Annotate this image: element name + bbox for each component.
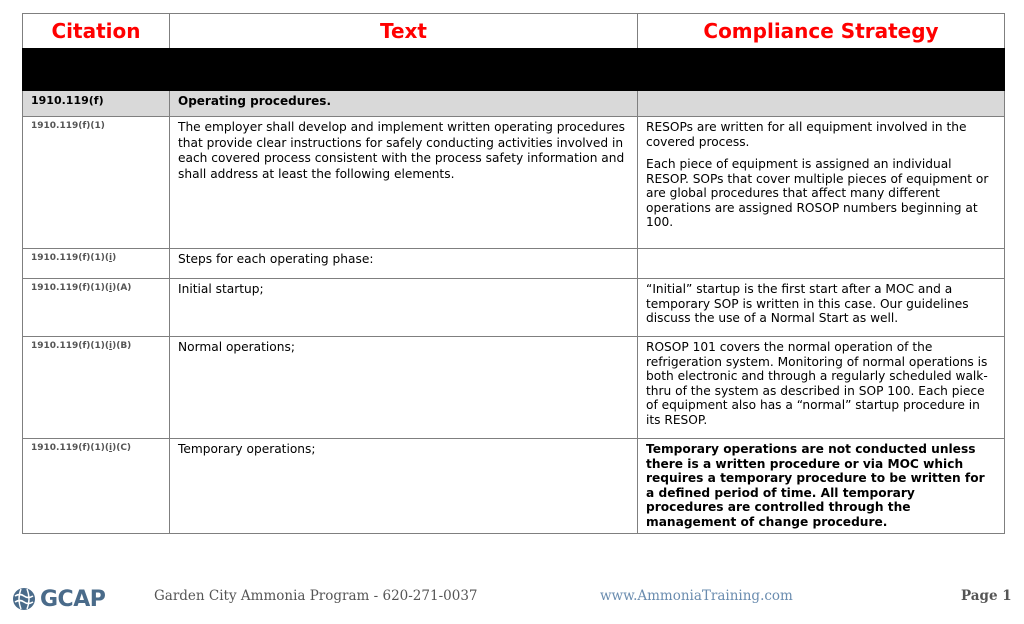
row-citation: [23, 439, 170, 534]
black-band: [23, 49, 1005, 91]
row-compliance: “Initial” startup is the first start after a MOC and a temporary SOP is written in this case. Our guidelines discuss the use of a Normal Start as well.: [638, 279, 1005, 337]
row-compliance: [638, 249, 1005, 279]
row-citation: [23, 337, 170, 439]
compliance-paragraph: Each piece of equipment is assigned an individual RESOP. SOPs that cover multiple pieces of equipment or are global procedures that affect many different operations are assigned ROSOP numbers beginning at 100.: [646, 157, 989, 229]
table-row: [23, 117, 1005, 249]
page-footer: [0, 578, 1024, 618]
table-row: [23, 439, 1005, 534]
citation-underlined: i: [109, 253, 113, 263]
citation-suffix: )(A): [112, 283, 132, 293]
row-citation: [23, 279, 170, 337]
header-text: Text: [170, 14, 638, 49]
compliance-paragraph: RESOPs are written for all equipment involved in the covered process.: [646, 120, 967, 149]
row-text: Temporary operations;: [170, 439, 638, 534]
citation-underlined: i: [109, 283, 113, 293]
table-row: [23, 249, 1005, 279]
row-text: The employer shall develop and implement written operating procedures that provide clear instructions for safely conducting activities involved in each covered process consistent with the process safety information and shall address at least the following elements.: [170, 117, 638, 249]
section-compliance: [638, 91, 1005, 117]
citation-suffix: )(B): [112, 341, 132, 351]
gcap-logo: [12, 584, 105, 614]
citation-underlined: i: [109, 443, 113, 453]
citation-prefix: 1910.119(f)(1)(: [31, 341, 109, 351]
citation-table: [22, 13, 1005, 534]
section-row: [23, 91, 1005, 117]
table-row: [23, 337, 1005, 439]
header-compliance: Compliance Strategy: [638, 14, 1005, 49]
footer-organization: Garden City Ammonia Program - 620-271-0037: [154, 588, 478, 604]
logo-text: GCAP: [40, 586, 106, 612]
table-row: [23, 279, 1005, 337]
row-compliance: ROSOP 101 covers the normal operation of the refrigeration system. Monitoring of normal operations is both electronic and through a regularly scheduled walk-thru of the system as described in SOP 100. Each piece of equipment also has a “normal” startup procedure in its RESOP.: [638, 337, 1005, 439]
row-citation: [23, 117, 170, 249]
header-citation: Citation: [23, 14, 170, 49]
citation-suffix: ): [112, 253, 117, 263]
row-compliance: Temporary operations are not conducted unless there is a written procedure or via MOC which requires a temporary procedure to be written for a defined period of time. All temporary procedures are controlled through the management of change procedure.: [638, 439, 1005, 534]
page-number: Page 1: [961, 588, 1012, 604]
row-text: Steps for each operating phase:: [170, 249, 638, 279]
header-row: [23, 14, 1005, 49]
row-text: Normal operations;: [170, 337, 638, 439]
row-text: Initial startup;: [170, 279, 638, 337]
citation-underlined: i: [109, 341, 113, 351]
footer-website-link[interactable]: www.AmmoniaTraining.com: [600, 588, 793, 604]
citation-prefix: 1910.119(f)(1)(: [31, 283, 109, 293]
compliance-table: [22, 13, 1004, 534]
row-compliance: [638, 117, 1005, 249]
citation-prefix: 1910.119(f)(1): [31, 121, 105, 131]
citation-prefix: 1910.119(f)(1)(: [31, 253, 109, 263]
citation-suffix: )(C): [112, 443, 132, 453]
section-title: Operating procedures.: [170, 91, 638, 117]
black-band-row: [23, 49, 1005, 91]
globe-icon: [12, 587, 36, 611]
row-citation: [23, 249, 170, 279]
section-citation: 1910.119(f): [23, 91, 170, 117]
citation-prefix: 1910.119(f)(1)(: [31, 443, 109, 453]
